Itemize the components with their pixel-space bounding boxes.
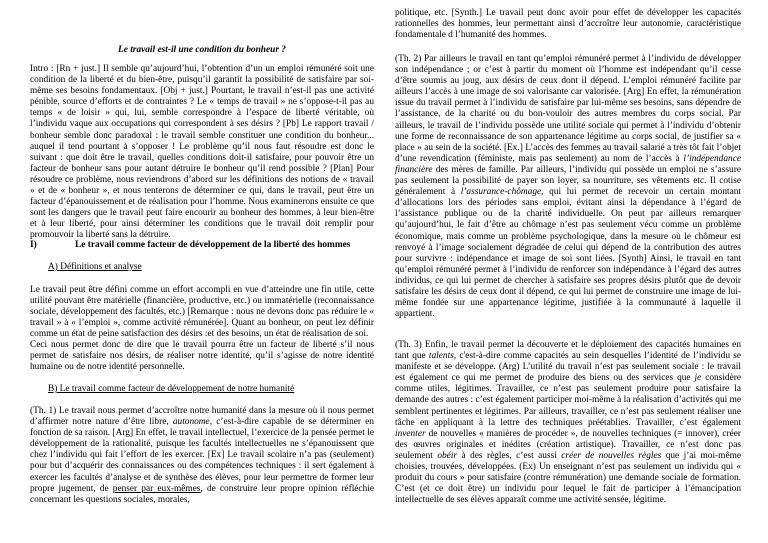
th2-text-1: (Th. 2) Par ailleurs le travail en tant qu’emploi rémunéré permet à l’individu de développer son indépendance ; or c’est à partir du moment où l’homme est indépendant qu’il cesse d’être soumis au joug, aux désirs de ceux dont il dépend. L’emploi rémunéré facilite par ailleurs l’accès à une image de soi valorisante car valorisée. [Arg] En effet, la rémunération issue du travail permet à l’individu de satisfaire par lui-même ses besoins, sans dépendre de l’assistance, de la charité ou du bon-vouloir des autres membres du corps social. Par ailleurs, le travail de l’individu possède une utilité sociale qui permet à l’individu d’obtenir une forme de reconnaissance de son appartenance légitime au corps social, de justifier sa « place » au sein de la société. [Ex.] L’accès des femmes au travail salarié a très tôt fait l’objet d’une revendication (féministe, mais pas seulement) au nom de l’accès à: [395, 54, 741, 164]
paragraph-b-text-1: (Th. 1) Le travail nous permet d’accroître notre humanité dans la mesure où il nous permet d’affirmer notre nature d’être libre,: [30, 406, 374, 428]
subsection-a-heading: [48, 262, 142, 273]
th3-text-4: de nouvelles « manières de procéder », de nouvelles techniques (= innover), créer des œuvres originales et inédites (création artistique). Travailler, ce n’est donc pas seulement: [395, 428, 741, 461]
paragraph-a2: Ceci nous permet donc de dire que le travail pourra être un facteur de liberté s’il nous permet de satisfaire nos désirs, de réaliser notre identité, qu’il s’agisse de notre identité humaine ou de notre identité personnelle.: [30, 340, 374, 373]
section-number: I): [30, 240, 37, 250]
subsection-b-title: B) Le travail comme facteur de développement de notre humanité: [48, 384, 295, 394]
th3-text-6: que j’ai moi-même choisies, trouvées, développées. (Ex) Un enseignant n’est pas seulement un individu qui « produit du cours » pour satisfaire (contre rémunération) une demande sociale de formation. C’est (et ce doit être) un individu pour lequel le fait de participer à l’émancipation intellectuelle de ses élèves apparaît comme une activité sensée, légitime.: [395, 450, 742, 506]
paragraph-b-italic: autonome: [172, 417, 210, 428]
th2-text-3: , qui lui permet de recevoir un certain montant d’allocations lors des périodes sans emploi, évitant ainsi la dépendance à l’égard de l’assistance publique ou de la charité individuelle. On peut par ailleurs remarquer qu’aujourd’hui, le fait d’être au chômage n’est pas seulement vécu comme un problème économique, mais comme un problème psychologique, dans la mesure où le chômeur est renvoyé à l’image socialement dégradée de celui qui dépend de la contribution des autres pour survivre : indépendance et image de soi sont liées. [Synth] Ainsi, le travail en tant qu’emploi rémunéré permet à l’individu de renforcer son indépendance à l’égard des autres individus, ce qui lui permet de chercher à satisfaire ses propres désirs plutôt que de devoir satisfaire les désirs de ceux dont il dépend, ce qui lui permet de construire une image de lui-même fondée sur une appartenance légitime, justifiée à la communauté à laquelle il appartient.: [395, 187, 741, 320]
paragraph-th2: [395, 54, 741, 320]
th3-italic-5: créer de nouvelles règles: [561, 450, 662, 461]
th3-text-3: considère comme utiles, légitimes. Travailler, ce n’est pas seulement produire pour satisfaire la demande des autres : c’est également participer moi-même à la réalisation d’activités qui me semblent pertinentes et légitimes. Par ailleurs, travailler, ce n’est pas seulement réaliser une tâche en appliquant à la lettre des techniques préétablies. Travailler, c’est également: [395, 373, 742, 428]
th2-text-2: des mères de famille. Par ailleurs, l’individu qui possède un emploi ne s’assure pas seulement la possibilité de payer son loyer, sa nourriture, ses vêtements etc. Il cotise généralement à: [395, 164, 741, 198]
paragraph-continuation: politique, etc. [Synth.] Le travail peut donc avoir pour effet de développer les capacités rationnelles des hommes, leur permettant ainsi d’accroître leur autonomie, caractéristique fondamentale d l’humanité des hommes.: [395, 8, 741, 41]
paragraph-b: [30, 406, 374, 506]
th2-italic-2: l’assurance-chômage: [460, 187, 542, 198]
paragraph-a1: Le travail peut être défini comme un effort accompli en vue d’atteindre une fin utile, cette utilité pouvant être matérielle (financière, productive, etc.) ou immatérielle (reconnaissance sociale, développement des facultés, etc.) [Remarque : nous ne devons donc pas réduire le « travail » à « l’emploi », comme activité rémunérée]. Quant au bonheur, on peut lez définir comme un état de peine satisfaction des désirs :et des besoins, un état de réalisation de soi.: [30, 285, 374, 340]
paragraph-b-text-3: , de construire leur propre opinion réfléchie concernant les questions sociales, morales,: [30, 483, 374, 505]
paragraph-b-text-2: , c’est-à-dire capable de se déterminer en fonction de sa raison. [Arg] En effet, le travail intellectuel, l’exercice de la pensée permet le développement de la rationalité, puisque les facultés intellectuelles ne s’épanouissent que chez l’individu qui fait l’effort de les exercer. [Ex] Le travail scolaire n’a pas (seulement) pour but d’acquérir des connaissances ou des compétences techniques : il sert également à exercer les facultés d’analyse et de synthèse des élèves, pour leur permettre de former leur propre jugement, de: [30, 417, 374, 494]
th3-italic-2: je: [694, 373, 702, 384]
intro-paragraph: Intro : [Rn + just.] Il semble qu’aujourd’hui, l’obtention d’un un emploi rémunéré soit une condition de la liberté et du bien-être, puisqu’il garantit la possibilité de satisfaire par soi-même ses besoins fondamentaux. [Obj + just.] Pourtant, le travail n’est-il pas une activité pénible, source d’efforts et de contraintes ? Le « temps de travail » ne s’oppose-t-il pas au temps « de loisir » qui, lui, semble correspondre à l’espace de liberté véritable, où l’individu vaque aux occupations qui correspondent à ses désirs ? [Pb] Le rapport travail / bonheur semble donc paradoxal : le travail semble constituer une condition du bonheur... auquel il tend pourtant à s’opposer ! Le problème qu’il nous faut résoudre est donc le suivant : que doit être le travail, quelles conditions doit-il satisfaire, pour pouvoir être un facteur de bonheur sans pour autant détruire le bonheur qu’il rend possible ? [Plan] Pour résoudre ce problème, nous reviendrons d’abord sur les définitions des notions de « travail » et de « bonheur », et nous tenterons de déterminer ce qui, dans le travail, peut être un facteur d’épanouissement et de réalisation pour l’homme. Nous examinerons ensuite ce que sont les dangers que le travail peut faire encourir au bonheur des hommes, à leur bien-être et à leur liberté, pour ainsi déterminer les conditions que le travail doit remplir pour promouvoir la liberté sans la détruire.: [30, 64, 374, 241]
essay-title: Le travail est-il une condition du bonheur ?: [118, 45, 286, 55]
th3-text-2: , c'est-à-dire comme capacités au sein desquelles l’identité de l’individu se manifeste et se développe. (Arg) L’utilité du travail n’est pas seulement sociale : le travail est également ce qui me permet de produire des biens ou des services que: [395, 351, 741, 384]
paragraph-th3: [395, 340, 741, 506]
th2-italic-1: l’indépendance financière: [395, 153, 741, 175]
paragraph-b-underlined: penser par eux-mêmes: [112, 483, 201, 494]
th3-text-5: à des règles, c’est aussi: [457, 450, 562, 461]
subsection-b-heading: [48, 384, 294, 395]
th3-italic-4: obéir: [437, 450, 458, 461]
subsection-a-title: A) Définitions et analyse: [48, 262, 142, 272]
section-heading: [30, 240, 374, 251]
th3-text-1: (Th. 3) Enfin, le travail permet la découverte et le déploiement des capacités humaines en tant que: [395, 340, 741, 362]
th3-italic-1: talents: [428, 351, 454, 362]
section-title: Le travail comme facteur de développement de la liberté des hommes: [75, 240, 351, 250]
th3-italic-3: inventer: [395, 428, 426, 439]
